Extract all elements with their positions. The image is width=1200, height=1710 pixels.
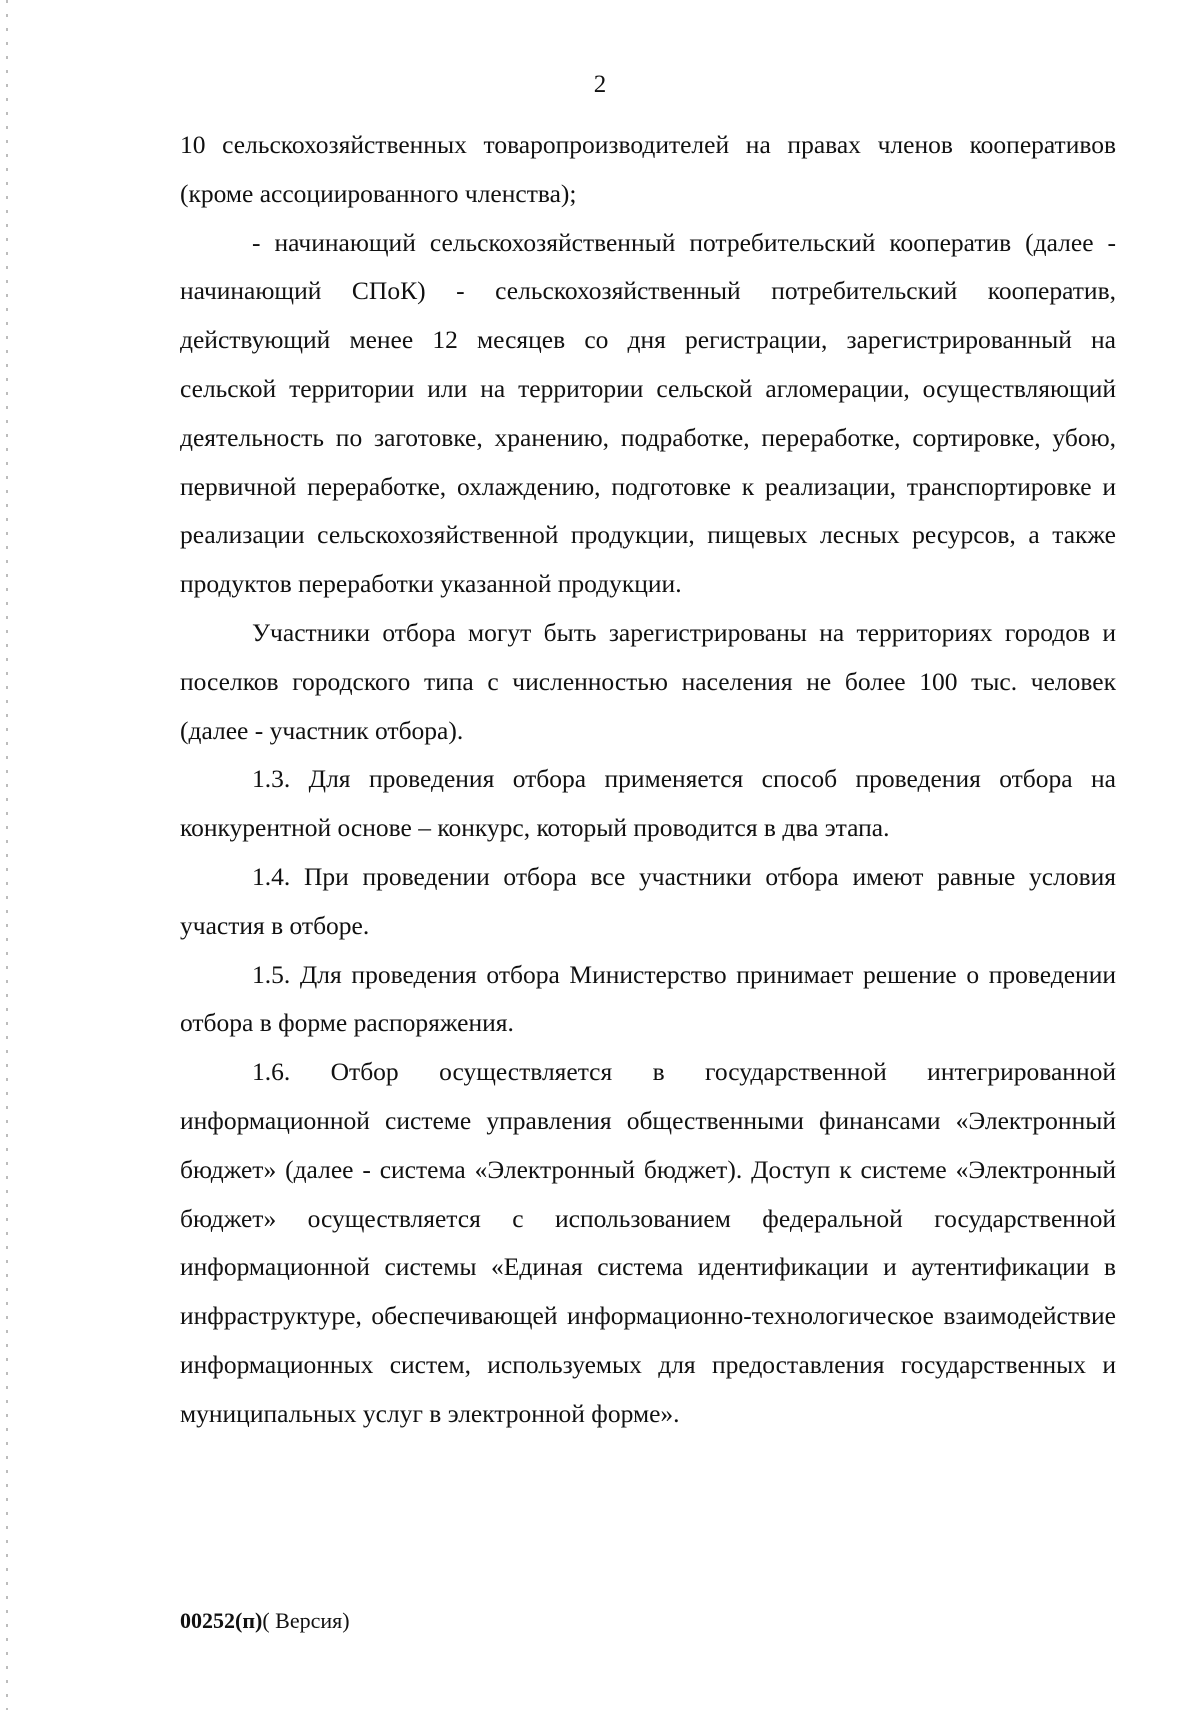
- paragraph-1-3: 1.3. Для проведения отбора применяется способ проведения отбора на конкурентной основе – конкурс, который проводится в два этапа.: [180, 764, 1116, 843]
- paragraph-1-4: 1.4. При проведении отбора все участники отбора имеют равные условия участия в отборе.: [180, 861, 1116, 940]
- page-number: 2: [593, 71, 607, 98]
- document-footer: [180, 1606, 350, 1636]
- footer-document-code: 00252(п): [180, 1608, 263, 1633]
- paragraph-1-5: 1.5. Для проведения отбора Министерство принимает решение о проведении отбора в форме распоряжения.: [180, 959, 1116, 1038]
- paragraph-spok-definition: - начинающий сельскохозяйственный потребительский кооператив (далее - начинающий СПоК) - сельскохозяйственный потребительский кооператив, действующий менее 12 месяцев со дня регистрации, зарегистрированный на сельской территории или на территории сельской агломерации, осуществляющий деятельность по заготовке, хранению, подработке, переработке, сортировке, убою, первичной переработке, охлаждению, подготовке к реализации, транспортировке и реализации сельскохозяйственной продукции, пищевых лесных ресурсов, а также продуктов переработки указанной продукции.: [180, 227, 1116, 599]
- paragraph-participants: Участники отбора могут быть зарегистрированы на территориях городов и поселков городского типа с численностью населения не более 100 тыс. человек (далее - участник отбора).: [180, 617, 1116, 745]
- footer-version: ( Версия): [262, 1608, 350, 1633]
- scan-edge-marks: [6, 0, 8, 1710]
- paragraph-1-6: 1.6. Отбор осуществляется в государственной интегрированной информационной системе управления общественными финансами «Электронный бюджет» (далее - система «Электронный бюджет). Доступ к системе «Электронный бюджет» осуществляется с использованием федеральной государственной информационной системы «Единая система идентификации и аутентификации в инфраструктуре, обеспечивающей информационно-технологическое взаимодействие информационных систем, используемых для предоставления государственных и муниципальных услуг в электронной форме».: [180, 1057, 1116, 1428]
- paragraph-continuation: 10 сельскохозяйственных товаропроизводителей на правах членов кооперативов (кроме ассоциированного членства);: [180, 130, 1116, 208]
- document-body: [180, 121, 1116, 1439]
